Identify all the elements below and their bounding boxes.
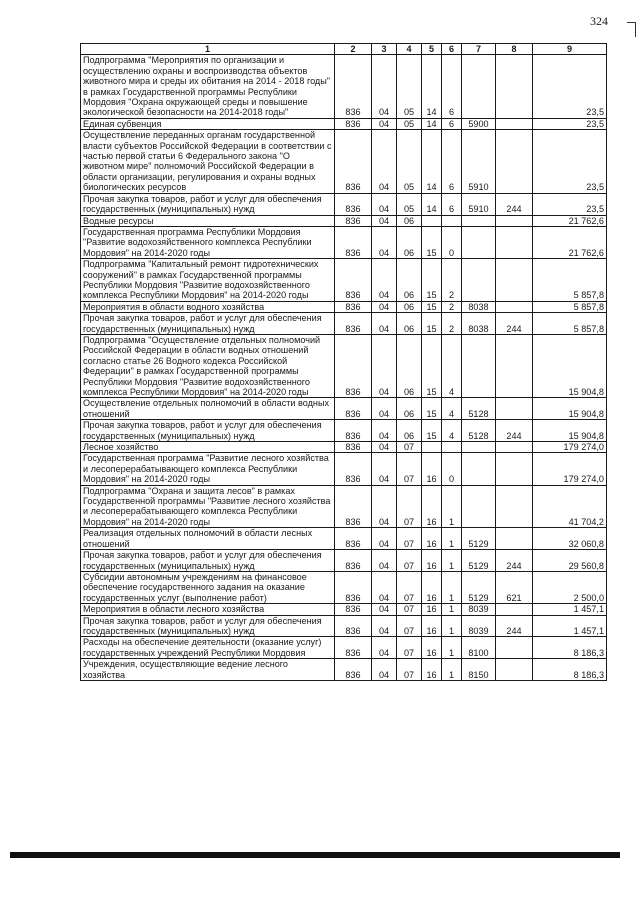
row-article-code: 8038: [462, 313, 496, 335]
header-col-8: 8: [496, 44, 533, 55]
row-subsection-code: 06: [397, 215, 422, 226]
row-ministry-code: 836: [335, 615, 372, 637]
row-section-code: 04: [372, 550, 397, 572]
table-row: [81, 420, 607, 442]
row-amount: 23,5: [533, 118, 607, 129]
row-subsection-code: 06: [397, 259, 422, 302]
row-ministry-code: 836: [335, 528, 372, 550]
row-name-cell: Прочая закупка товаров, работ и услуг для обеспечения государственных (муниципальных) нужд: [81, 615, 335, 637]
row-subprogram-code: 6: [442, 118, 462, 129]
row-section-code: 04: [372, 528, 397, 550]
row-article-code: [462, 334, 496, 397]
row-subprogram-code: 1: [442, 615, 462, 637]
row-subsection-code: 07: [397, 637, 422, 659]
row-article-code: [462, 259, 496, 302]
row-program-code: 16: [422, 485, 442, 528]
row-ministry-code: 836: [335, 313, 372, 335]
row-subsection-code: 07: [397, 453, 422, 485]
row-amount: 8 186,3: [533, 637, 607, 659]
row-program-code: [422, 442, 442, 453]
row-expense-type-code: [496, 118, 533, 129]
table-row: [81, 453, 607, 485]
row-subprogram-code: 1: [442, 637, 462, 659]
row-expense-type-code: 244: [496, 420, 533, 442]
table-row: [81, 193, 607, 215]
row-article-code: [462, 226, 496, 258]
row-subprogram-code: 6: [442, 130, 462, 193]
row-name-cell: Расходы на обеспечение деятельности (оказание услуг) государственных учреждений Республики Мордовия: [81, 637, 335, 659]
corner-mark: [627, 22, 636, 37]
row-section-code: 04: [372, 442, 397, 453]
row-section-code: 04: [372, 659, 397, 681]
table-row: [81, 604, 607, 615]
table-row: [81, 659, 607, 681]
row-subprogram-code: 0: [442, 226, 462, 258]
row-subprogram-code: 4: [442, 398, 462, 420]
table-row: [81, 118, 607, 129]
row-name-cell: Государственная программа "Развитие лесного хозяйства и лесоперерабатывающего комплекса Республики Мордовия" на 2014-2020 годы: [81, 453, 335, 485]
row-section-code: 04: [372, 193, 397, 215]
row-program-code: 16: [422, 637, 442, 659]
row-ministry-code: 836: [335, 659, 372, 681]
header-col-2: 2: [335, 44, 372, 55]
row-expense-type-code: [496, 398, 533, 420]
row-program-code: 16: [422, 615, 442, 637]
row-subsection-code: 06: [397, 420, 422, 442]
row-expense-type-code: [496, 259, 533, 302]
row-amount: 1 457,1: [533, 615, 607, 637]
row-section-code: 04: [372, 313, 397, 335]
header-col-9: 9: [533, 44, 607, 55]
row-subprogram-code: 1: [442, 659, 462, 681]
row-name-cell: Осуществление отдельных полномочий в области водных отношений: [81, 398, 335, 420]
row-amount: 5 857,8: [533, 301, 607, 312]
row-amount: 8 186,3: [533, 659, 607, 681]
row-article-code: 8100: [462, 637, 496, 659]
table-row: [81, 259, 607, 302]
row-name-cell: Осуществление переданных органам государственной власти субъектов Российской Федерации в соответствии с частью первой статьи 6 Федерального закона "О животном мире" полномочий Российской Федерации в области организации, регулирования и охраны водных биологических ресурсов: [81, 130, 335, 193]
row-program-code: 14: [422, 130, 442, 193]
row-program-code: 16: [422, 571, 442, 603]
table-row: [81, 398, 607, 420]
row-program-code: 15: [422, 259, 442, 302]
row-amount: 41 704,2: [533, 485, 607, 528]
row-subsection-code: 06: [397, 313, 422, 335]
row-program-code: 15: [422, 301, 442, 312]
row-program-code: 15: [422, 226, 442, 258]
row-subprogram-code: 2: [442, 313, 462, 335]
row-subsection-code: 05: [397, 55, 422, 118]
row-subprogram-code: 2: [442, 301, 462, 312]
row-subprogram-code: 4: [442, 420, 462, 442]
row-expense-type-code: [496, 334, 533, 397]
table-row: [81, 226, 607, 258]
row-name-cell: Подпрограмма "Мероприятия по организации и осуществлению охраны и воспроизводства объектов животного мира и среды их обитания на 2014 - 2018 годы" в рамках Государственной программы Республики Мордовия "Охрана окружающей среды и повышение экологической безопасности на 2014-2018 годы": [81, 55, 335, 118]
row-section-code: 04: [372, 55, 397, 118]
row-section-code: 04: [372, 637, 397, 659]
row-program-code: 15: [422, 398, 442, 420]
row-expense-type-code: 244: [496, 550, 533, 572]
bottom-rule: [10, 852, 620, 858]
row-ministry-code: 836: [335, 118, 372, 129]
row-ministry-code: 836: [335, 215, 372, 226]
row-program-code: 14: [422, 118, 442, 129]
header-col-1: 1: [81, 44, 335, 55]
row-name-cell: Прочая закупка товаров, работ и услуг для обеспечения государственных (муниципальных) нужд: [81, 550, 335, 572]
row-ministry-code: 836: [335, 637, 372, 659]
row-amount: 21 762,6: [533, 215, 607, 226]
row-program-code: 16: [422, 604, 442, 615]
row-article-code: 8038: [462, 301, 496, 312]
header-col-3: 3: [372, 44, 397, 55]
row-expense-type-code: 621: [496, 571, 533, 603]
row-article-code: [462, 442, 496, 453]
row-name-cell: Единая субвенция: [81, 118, 335, 129]
row-amount: 32 060,8: [533, 528, 607, 550]
row-subprogram-code: 2: [442, 259, 462, 302]
row-name-cell: Подпрограмма "Осуществление отдельных полномочий Российской Федерации в области водных отношений согласно статье 26 Водного кодекса Российской Федерации" в рамках Государственной программы Республики Мордовия "Развитие водохозяйственного комплекса Республики Мордовия" на 2014-2020 годы: [81, 334, 335, 397]
row-expense-type-code: [496, 215, 533, 226]
table-row: [81, 637, 607, 659]
row-expense-type-code: [496, 55, 533, 118]
row-article-code: 8039: [462, 604, 496, 615]
row-expense-type-code: [496, 528, 533, 550]
row-expense-type-code: [496, 659, 533, 681]
row-name-cell: Водные ресурсы: [81, 215, 335, 226]
row-name-cell: Лесное хозяйство: [81, 442, 335, 453]
row-subprogram-code: 1: [442, 604, 462, 615]
row-ministry-code: 836: [335, 571, 372, 603]
row-program-code: 14: [422, 193, 442, 215]
row-name-cell: Прочая закупка товаров, работ и услуг для обеспечения государственных (муниципальных) нужд: [81, 193, 335, 215]
row-expense-type-code: [496, 453, 533, 485]
row-ministry-code: 836: [335, 334, 372, 397]
header-col-5: 5: [422, 44, 442, 55]
row-ministry-code: 836: [335, 259, 372, 302]
row-article-code: 8150: [462, 659, 496, 681]
row-subprogram-code: 0: [442, 453, 462, 485]
row-article-code: [462, 453, 496, 485]
row-name-cell: Учреждения, осуществляющие ведение лесного хозяйства: [81, 659, 335, 681]
row-section-code: 04: [372, 259, 397, 302]
row-ministry-code: 836: [335, 604, 372, 615]
row-expense-type-code: [496, 485, 533, 528]
row-amount: 23,5: [533, 130, 607, 193]
row-expense-type-code: [496, 637, 533, 659]
row-section-code: 04: [372, 453, 397, 485]
row-subsection-code: 07: [397, 571, 422, 603]
row-subsection-code: 07: [397, 442, 422, 453]
row-article-code: 5900: [462, 118, 496, 129]
table-row: [81, 550, 607, 572]
row-subsection-code: 06: [397, 226, 422, 258]
row-name-cell: Прочая закупка товаров, работ и услуг для обеспечения государственных (муниципальных) нужд: [81, 420, 335, 442]
table-header-row: [81, 44, 607, 55]
row-subsection-code: 07: [397, 615, 422, 637]
table-row: [81, 334, 607, 397]
row-article-code: 8039: [462, 615, 496, 637]
row-section-code: 04: [372, 301, 397, 312]
row-ministry-code: 836: [335, 398, 372, 420]
row-ministry-code: 836: [335, 301, 372, 312]
row-program-code: 14: [422, 55, 442, 118]
row-article-code: 5129: [462, 571, 496, 603]
row-section-code: 04: [372, 571, 397, 603]
row-subprogram-code: 1: [442, 550, 462, 572]
row-expense-type-code: [496, 301, 533, 312]
row-amount: 21 762,6: [533, 226, 607, 258]
row-section-code: 04: [372, 420, 397, 442]
table-row: [81, 485, 607, 528]
row-subsection-code: 06: [397, 301, 422, 312]
table-row: [81, 215, 607, 226]
row-program-code: 15: [422, 313, 442, 335]
row-subsection-code: 07: [397, 528, 422, 550]
row-program-code: 16: [422, 550, 442, 572]
row-amount: 15 904,8: [533, 398, 607, 420]
row-ministry-code: 836: [335, 55, 372, 118]
row-ministry-code: 836: [335, 550, 372, 572]
row-amount: 23,5: [533, 193, 607, 215]
row-program-code: 16: [422, 528, 442, 550]
row-article-code: [462, 485, 496, 528]
table-row: [81, 528, 607, 550]
row-amount: 2 500,0: [533, 571, 607, 603]
row-name-cell: Мероприятия в области водного хозяйства: [81, 301, 335, 312]
table-row: [81, 313, 607, 335]
row-ministry-code: 836: [335, 193, 372, 215]
row-article-code: [462, 215, 496, 226]
header-col-6: 6: [442, 44, 462, 55]
row-subprogram-code: [442, 215, 462, 226]
row-expense-type-code: 244: [496, 313, 533, 335]
row-section-code: 04: [372, 226, 397, 258]
row-subsection-code: 07: [397, 485, 422, 528]
row-section-code: 04: [372, 398, 397, 420]
header-col-4: 4: [397, 44, 422, 55]
row-section-code: 04: [372, 485, 397, 528]
row-subsection-code: 05: [397, 193, 422, 215]
row-subsection-code: 07: [397, 604, 422, 615]
row-expense-type-code: [496, 442, 533, 453]
row-name-cell: Государственная программа Республики Мордовия "Развитие водохозяйственного комплекса Республики Мордовия" на 2014-2020 годы: [81, 226, 335, 258]
row-amount: 5 857,8: [533, 313, 607, 335]
row-subsection-code: 06: [397, 398, 422, 420]
table-row: [81, 130, 607, 193]
row-ministry-code: 836: [335, 442, 372, 453]
row-program-code: 16: [422, 659, 442, 681]
row-ministry-code: 836: [335, 453, 372, 485]
row-name-cell: Подпрограмма "Охрана и защита лесов" в рамках Государственной программы "Развитие лесного хозяйства и лесоперерабатывающего комплекса Республики Мордовия" на 2014-2020 годы: [81, 485, 335, 528]
row-article-code: 5129: [462, 550, 496, 572]
row-ministry-code: 836: [335, 420, 372, 442]
row-section-code: 04: [372, 118, 397, 129]
row-name-cell: Подпрограмма "Капитальный ремонт гидротехнических сооружений" в рамках Государственной программы Республики Мордовия "Развитие водохозяйственного комплекса Республики Мордовия" на 2014-2020 годы: [81, 259, 335, 302]
row-subprogram-code: 6: [442, 193, 462, 215]
row-section-code: 04: [372, 615, 397, 637]
row-expense-type-code: [496, 226, 533, 258]
row-section-code: 04: [372, 215, 397, 226]
row-article-code: 5910: [462, 130, 496, 193]
row-section-code: 04: [372, 334, 397, 397]
row-expense-type-code: [496, 130, 533, 193]
row-subprogram-code: 6: [442, 55, 462, 118]
row-section-code: 04: [372, 604, 397, 615]
row-subsection-code: 07: [397, 659, 422, 681]
table-row: [81, 55, 607, 118]
row-amount: 5 857,8: [533, 259, 607, 302]
row-subsection-code: 05: [397, 130, 422, 193]
row-program-code: 15: [422, 420, 442, 442]
row-amount: 1 457,1: [533, 604, 607, 615]
row-name-cell: Реализация отдельных полномочий в области лесных отношений: [81, 528, 335, 550]
row-section-code: 04: [372, 130, 397, 193]
row-amount: 179 274,0: [533, 442, 607, 453]
table-row: [81, 615, 607, 637]
page-number: 324: [590, 14, 608, 28]
row-program-code: 15: [422, 334, 442, 397]
row-amount: 15 904,8: [533, 334, 607, 397]
budget-table: [80, 43, 607, 681]
row-program-code: 16: [422, 453, 442, 485]
row-amount: 23,5: [533, 55, 607, 118]
table-row: [81, 571, 607, 603]
row-article-code: 5129: [462, 528, 496, 550]
row-subsection-code: 06: [397, 334, 422, 397]
row-name-cell: Мероприятия в области лесного хозяйства: [81, 604, 335, 615]
row-subsection-code: 07: [397, 550, 422, 572]
row-ministry-code: 836: [335, 130, 372, 193]
row-expense-type-code: 244: [496, 615, 533, 637]
row-article-code: 5128: [462, 420, 496, 442]
row-amount: 29 560,8: [533, 550, 607, 572]
row-subsection-code: 05: [397, 118, 422, 129]
row-article-code: 5910: [462, 193, 496, 215]
row-subprogram-code: 4: [442, 334, 462, 397]
table-row: [81, 442, 607, 453]
table-row: [81, 301, 607, 312]
row-ministry-code: 836: [335, 226, 372, 258]
row-program-code: [422, 215, 442, 226]
row-amount: 15 904,8: [533, 420, 607, 442]
row-ministry-code: 836: [335, 485, 372, 528]
row-expense-type-code: 244: [496, 193, 533, 215]
row-amount: 179 274,0: [533, 453, 607, 485]
row-subprogram-code: 1: [442, 485, 462, 528]
row-name-cell: Прочая закупка товаров, работ и услуг для обеспечения государственных (муниципальных) нужд: [81, 313, 335, 335]
row-article-code: [462, 55, 496, 118]
row-subprogram-code: [442, 442, 462, 453]
row-expense-type-code: [496, 604, 533, 615]
row-name-cell: Субсидии автономным учреждениям на финансовое обеспечение государственного задания на оказание государственных услуг (выполнение работ): [81, 571, 335, 603]
row-subprogram-code: 1: [442, 528, 462, 550]
header-col-7: 7: [462, 44, 496, 55]
row-subprogram-code: 1: [442, 571, 462, 603]
row-article-code: 5128: [462, 398, 496, 420]
